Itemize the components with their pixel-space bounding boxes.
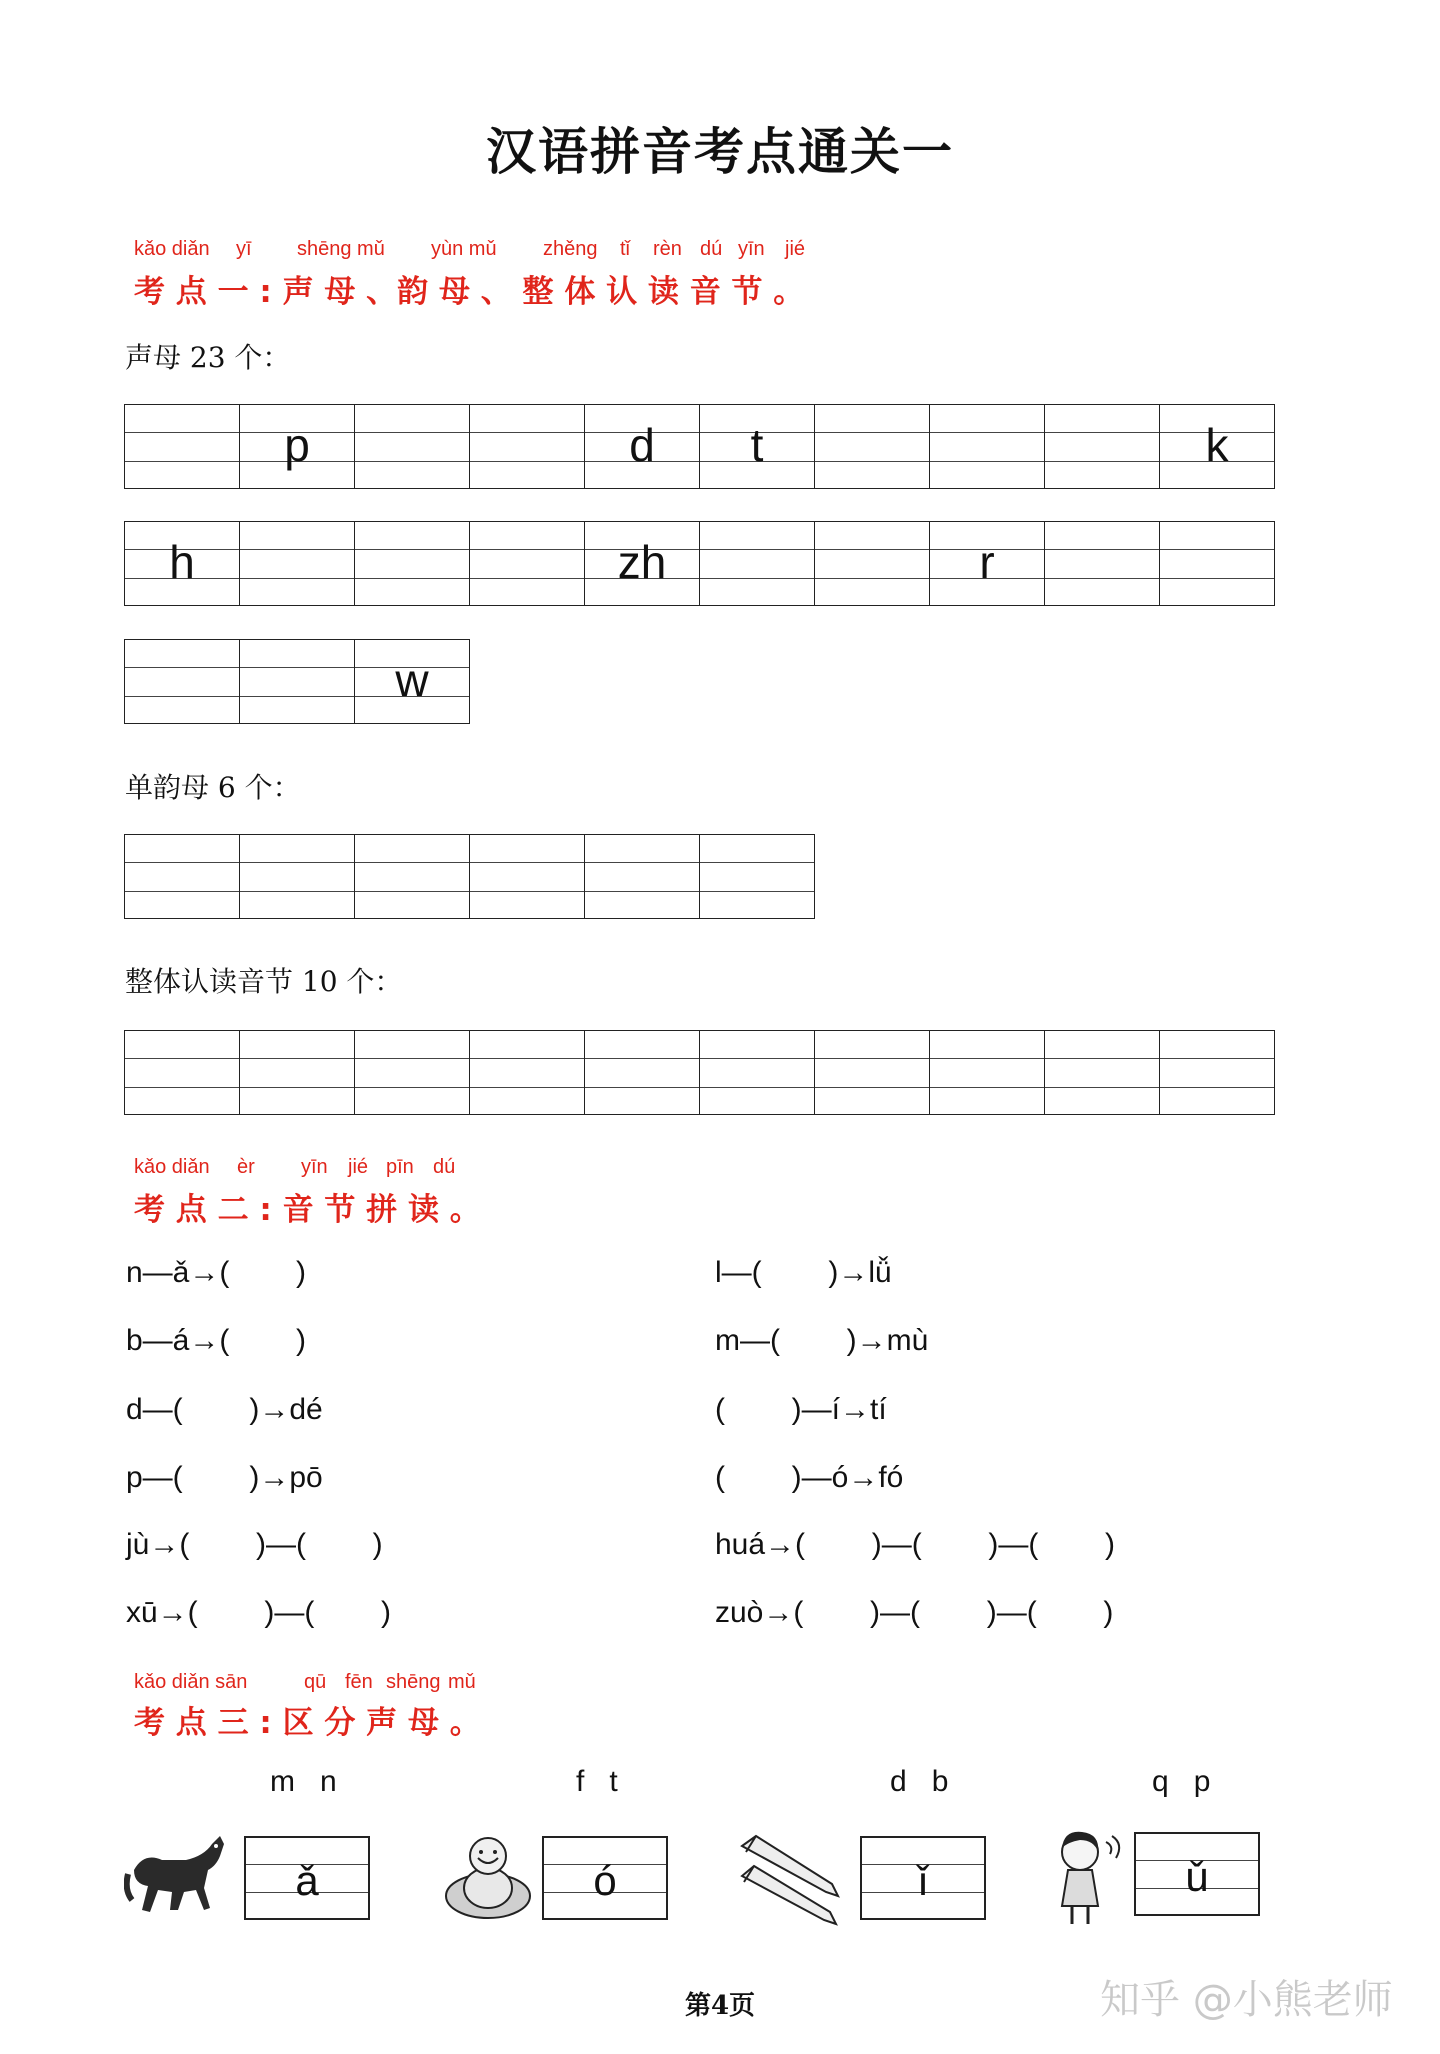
girl-picture: [1050, 1826, 1126, 1930]
section1-pinyin: [134, 238, 834, 262]
vowel: ǔ: [1185, 1853, 1209, 1900]
pinyin-cell[interactable]: [815, 1031, 930, 1114]
exercise-item[interactable]: m—( )→mù: [715, 1324, 929, 1357]
pinyin: jié: [785, 238, 806, 260]
pinyin-cell[interactable]: [585, 522, 700, 605]
pinyin-cell[interactable]: [470, 1031, 585, 1114]
vowel: ǐ: [918, 1857, 928, 1904]
exercise-item[interactable]: ( )—í→tí: [715, 1393, 887, 1426]
pinyin-cell[interactable]: [585, 835, 700, 918]
pinyin-cell[interactable]: [470, 405, 585, 488]
pinyin-cell[interactable]: [1045, 522, 1160, 605]
pinyin: rèn: [653, 238, 682, 260]
pinyin-cell[interactable]: [815, 522, 930, 605]
pinyin-cell[interactable]: [125, 640, 240, 723]
exercise-item[interactable]: b—á→( ): [126, 1324, 307, 1357]
answer-box[interactable]: [542, 1836, 668, 1920]
pinyin-cell[interactable]: [355, 522, 470, 605]
pinyin: kǎo diǎn: [134, 1156, 210, 1178]
pinyin: yīn: [738, 238, 765, 260]
pinyin-cell[interactable]: [355, 405, 470, 488]
cell-letter: w: [395, 654, 429, 706]
pencils-picture: [736, 1826, 846, 1926]
pinyin: pīn: [386, 1156, 414, 1178]
answer-box[interactable]: [860, 1836, 986, 1920]
pinyin-cell[interactable]: [240, 640, 355, 723]
pinyin: èr: [237, 1156, 255, 1178]
exercise-item[interactable]: n—ǎ→( ): [126, 1256, 307, 1289]
cell-letter: h: [169, 536, 195, 588]
letter-pair: q p: [1152, 1765, 1211, 1798]
section3-pinyin: [134, 1671, 634, 1695]
pinyin: yīn: [301, 1156, 328, 1178]
pinyin-cell[interactable]: [240, 522, 355, 605]
answer-box[interactable]: [1134, 1832, 1260, 1916]
pinyin-cell[interactable]: [125, 522, 240, 605]
exercise-item[interactable]: d—( )→dé: [126, 1393, 323, 1426]
cell-letter: d: [629, 419, 655, 471]
pinyin-cell[interactable]: [700, 1031, 815, 1114]
pinyin: dú: [433, 1156, 456, 1178]
pinyin-cell[interactable]: [355, 835, 470, 918]
exercise-item[interactable]: xū→( )—( ): [126, 1596, 392, 1629]
initials-grid-row1: [124, 404, 1275, 489]
pinyin: jié: [348, 1156, 369, 1178]
pinyin-cell[interactable]: [240, 405, 355, 488]
pinyin: fēn: [345, 1671, 373, 1693]
whole-syllables-label: 整体认读音节 10 个：: [125, 965, 403, 998]
page-number: 第4页: [684, 1991, 756, 2021]
pinyin-cell[interactable]: [355, 640, 470, 723]
finals-label: 单韵母 6 个：: [125, 771, 301, 804]
buddha-picture: [438, 1830, 538, 1922]
initials-grid-row2: [124, 521, 1275, 606]
pinyin: mǔ: [448, 1671, 476, 1693]
watermark: 知乎 @小熊老师: [1100, 1977, 1393, 2023]
pinyin: qū: [304, 1671, 327, 1693]
exercise-item[interactable]: l—( )→lǚ: [715, 1256, 892, 1289]
cell-letter: k: [1205, 419, 1229, 471]
horse-picture: [124, 1830, 232, 1922]
pinyin-cell[interactable]: [700, 522, 815, 605]
letter-pair: d b: [890, 1765, 949, 1798]
pinyin: kǎo diǎn: [134, 238, 210, 260]
section1-heading: 考 点 一 : 声 母 、韵 母 、 整 体 认 读 音 节 。: [134, 274, 805, 310]
pinyin-cell[interactable]: [1160, 405, 1275, 488]
answer-box[interactable]: [244, 1836, 370, 1920]
section2-heading: 考 点 二 : 音 节 拼 读 。: [134, 1192, 481, 1228]
pinyin-cell[interactable]: [125, 405, 240, 488]
pinyin-cell[interactable]: [700, 835, 815, 918]
page-title: 汉语拼音考点通关一: [486, 122, 954, 181]
cell-letter: r: [979, 536, 995, 588]
pinyin-cell[interactable]: [240, 835, 355, 918]
pinyin-cell[interactable]: [930, 1031, 1045, 1114]
pinyin: tǐ: [620, 238, 630, 260]
pinyin-cell[interactable]: [930, 405, 1045, 488]
exercise-item[interactable]: p—( )→pō: [126, 1461, 323, 1494]
pinyin-cell[interactable]: [125, 835, 240, 918]
initials-grid-row3: [124, 639, 470, 724]
exercise-item[interactable]: jù→( )—( ): [126, 1528, 383, 1561]
pinyin-cell[interactable]: [470, 522, 585, 605]
pinyin-cell[interactable]: [1160, 1031, 1275, 1114]
cell-letter: p: [284, 419, 310, 471]
pinyin: dú: [700, 238, 723, 260]
pinyin: shēng mǔ: [297, 238, 385, 260]
section2-pinyin: [134, 1156, 634, 1180]
letter-pair: f t: [576, 1765, 618, 1798]
pinyin-cell[interactable]: [1160, 522, 1275, 605]
cell-letter: zh: [617, 536, 667, 588]
pinyin: kǎo diǎn sān: [134, 1671, 248, 1693]
pinyin-cell[interactable]: [355, 1031, 470, 1114]
section3-heading: 考 点 三 : 区 分 声 母 。: [134, 1705, 481, 1741]
pinyin-cell[interactable]: [930, 522, 1045, 605]
pinyin-cell[interactable]: [815, 405, 930, 488]
pinyin: shēng: [386, 1671, 441, 1693]
whole-syllables-grid: [124, 1030, 1275, 1115]
letter-pair: m n: [270, 1765, 337, 1798]
pinyin-cell[interactable]: [125, 1031, 240, 1114]
cell-letter: t: [750, 419, 764, 471]
pinyin-cell[interactable]: [585, 1031, 700, 1114]
initials-label: 声母 23 个：: [125, 341, 291, 374]
finals-grid: [124, 834, 815, 919]
pinyin: zhěng: [543, 238, 598, 260]
exercise-item[interactable]: ( )—ó→fó: [715, 1461, 904, 1494]
pinyin-cell[interactable]: [585, 405, 700, 488]
pinyin-cell[interactable]: [240, 1031, 355, 1114]
exercise-item[interactable]: huá→( )—( )—( ): [715, 1528, 1116, 1561]
pinyin: yùn mǔ: [431, 238, 497, 260]
pinyin: yī: [236, 238, 252, 260]
exercise-item[interactable]: zuò→( )—( )—( ): [715, 1596, 1114, 1629]
pinyin-cell[interactable]: [700, 405, 815, 488]
pinyin-cell[interactable]: [1045, 1031, 1160, 1114]
vowel: ǎ: [295, 1857, 319, 1904]
pinyin-cell[interactable]: [470, 835, 585, 918]
pinyin-cell[interactable]: [1045, 405, 1160, 488]
vowel: ó: [593, 1857, 617, 1904]
